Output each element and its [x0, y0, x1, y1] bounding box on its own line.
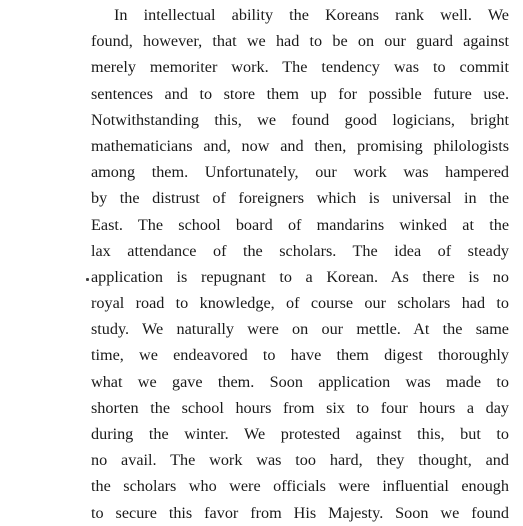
text-line: royal road to knowledge, of course our scholars had to — [91, 294, 509, 313]
scan-speck — [86, 278, 89, 281]
text-line: lax attendance of the scholars. The idea of steady — [91, 241, 509, 260]
text-line: to secure this favor from His Majesty. Soon we found — [91, 503, 509, 522]
text-line: East. The school board of mandarins winked at the — [91, 215, 509, 234]
text-line: found, however, that we had to be on our guard against — [91, 32, 509, 51]
text-line: mathematicians and, now and then, promising philologists — [91, 136, 509, 155]
text-line: In intellectual ability the Koreans rank well. We — [114, 6, 509, 24]
text-line: Notwithstanding this, we found good logicians, bright — [91, 110, 509, 129]
text-line: shorten the school hours from six to four hours a day — [91, 398, 509, 417]
text-line: by the distrust of foreigners which is universal in the — [91, 189, 509, 208]
text-line: during the winter. We protested against this, but to — [91, 425, 509, 443]
text-line: the scholars who were officials were influential enough — [91, 477, 509, 496]
text-line: sentences and to store them up for possible future use. — [91, 84, 509, 103]
text-line: time, we endeavored to have them digest thoroughly — [91, 346, 509, 365]
paragraph — [91, 2, 509, 526]
text-line: merely memoriter work. The tendency was to commit — [91, 58, 509, 77]
text-line: what we gave them. Soon application was made to — [91, 372, 509, 391]
text-line: study. We naturally were on our mettle. At the same — [91, 320, 509, 339]
text-line: no avail. The work was too hard, they thought, and — [91, 451, 509, 470]
text-line: among them. Unfortunately, our work was hampered — [91, 163, 509, 182]
text-line: application is repugnant to a Korean. As there is no — [91, 267, 509, 286]
